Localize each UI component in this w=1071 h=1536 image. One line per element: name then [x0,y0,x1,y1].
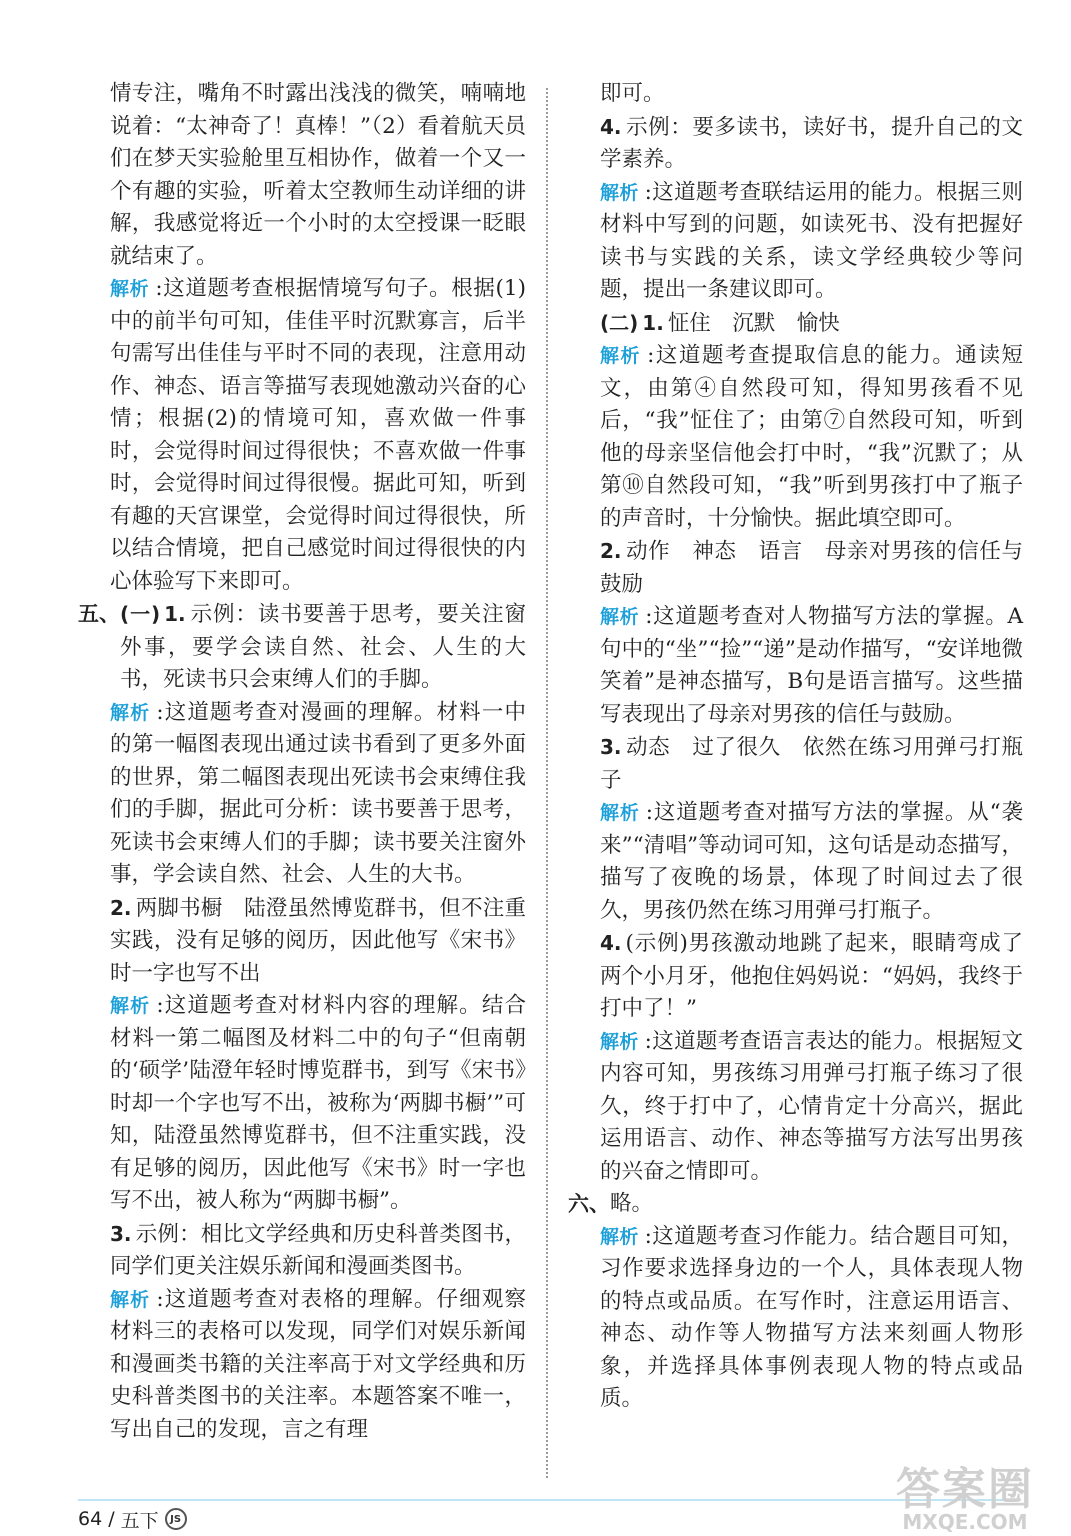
analysis-label: 解析 [110,995,151,1017]
question-number: 4. [600,114,622,139]
section-label: 五、 [78,602,120,626]
answer-continuation: 即可。 [600,81,665,106]
analysis-block [78,1284,526,1447]
right-column [568,78,1023,1416]
question-5-3 [78,1218,526,1284]
analysis-text: :这道题考查语言表达的能力。根据短文内容可知，男孩练习用弹弓打瓶子练习了很久，终于打中了，心情肯定十分高兴，据此运用语言、动作、神态等描写方法写出男孩的兴奋之情即可。 [600,1028,1023,1184]
section-label: 六、 [568,1192,610,1216]
analysis-label: 解析 [110,701,151,724]
answer-text: 动作 神态 语言 母亲对男孩的信任与鼓励 [600,539,1023,597]
analysis-block [568,1221,1023,1416]
answer-continuation: 情专注，嘴角不时露出浅浅的微笑，喃喃地说着：“太神奇了！真棒！”（2）看着航天员们在梦天实验舱里互相协作，做着一个又一个有趣的实验，听着太空教师生动详细的讲解，我感觉将近一个小时的太空授课一眨眼就结束了。 [110,81,526,269]
analysis-text: :这道题考查对漫画的理解。材料一中的第一幅图表现出通过读书看到了更多外面的世界，第二幅图表现出死读书会束缚住我们的手脚，据此可分析：读书要善于思考，死读书会束缚人们的手脚；读书要关注窗外事，学会读自然、社会、人生的大书。 [110,699,526,887]
question-number: 2. [110,895,132,920]
analysis-text: :这道题考查联结运用的能力。根据三则材料中写到的问题，如读死书、没有把握好读书与实践的关系，读文学经典较少等问题，提出一条建议即可。 [600,179,1023,302]
analysis-block [78,990,526,1218]
question-2-3 [568,731,1023,797]
left-column [78,78,526,1446]
question-number: 2. [600,539,622,563]
question-6 [568,1188,1023,1221]
analysis-label: 解析 [110,278,150,300]
analysis-label: 解析 [600,802,640,824]
analysis-text: :这道题考查对描写方法的掌握。从“袭来”“清唱”等动词可知，这句话是动态描写，描写了夜晚的场景，体现了时间过去了很久，男孩仍然在练习用弹弓打瓶子。 [600,800,1023,923]
analysis-block [568,340,1023,535]
answer-text: 两脚书橱 陆澄虽然博览群书，但不注重实践，没有足够的阅历，因此他写《宋书》时一字也写不出 [110,895,526,986]
question-number: 4. [600,931,622,955]
watermark-url: MXQE.COM [902,1510,1028,1534]
analysis-label: 解析 [600,1225,639,1248]
analysis-text: :这道题考查对材料内容的理解。结合材料一第二幅图及材料二中的句子“但南朝的‘硕学’陆澄年轻时博览群书，到写《宋书》时却一个字也写不出，被称为‘两脚书橱’”可知，陆澄虽然博览群书，但不注重实践，没有足够的阅历，因此他写《宋书》时一字也写不出，被人称为“两脚书橱”。 [110,993,526,1213]
edition-badge: JS [165,1508,187,1530]
analysis-label: 解析 [600,606,640,628]
question-4 [568,111,1023,177]
question-2-2 [568,535,1023,601]
analysis-label: 解析 [600,1030,639,1053]
page-number: 64 [78,1508,103,1530]
question-number: 1. [164,602,186,626]
analysis-text: :这道题考查提取信息的能力。通读短文，由第④自然段可知，得知男孩看不见后，“我”怔住了；由第⑦自然段可知，听到他的母亲坚信他会打中时，“我”沉默了；从第⑩自然段可知，“我”听到男孩打中了瓶子的声音时，十分愉快。据此填空即可。 [600,343,1023,531]
analysis-block [568,797,1023,927]
answer-text: 示例：读书要善于思考，要关注窗外事，要学会读自然、社会、人生的大书，死读书只会束缚人们的手脚。 [120,602,526,692]
analysis-label: 解析 [600,181,639,204]
question-number: 3. [110,1221,132,1246]
answer-text: 动态 过了很久 依然在练习用弹弓打瓶子 [600,735,1023,793]
analysis-block [568,1026,1023,1189]
analysis-block [78,273,526,598]
question-2-4 [568,927,1023,1026]
question-number: 3. [600,735,622,759]
question-5-1 [78,598,526,697]
analysis-text: :这道题考查根据情境写句子。根据(1)中的前半句可知，佳佳平时沉默寡言，后半句需写出佳佳与平时不同的表现，注意用动作、神态、语言等描写表现她激动兴奋的心情；根据(2)的情境可知，喜欢做一件事时，会觉得时间过得很快；不喜欢做一件事时，会觉得时间过得很慢。据此可知，听到有趣的天宫课堂，会觉得时间过得很快，所以结合情境，把自己感觉时间过得很快的内心体验写下来即可。 [110,276,526,594]
footer-rule [78,1499,1008,1501]
answer-text: (示例)男孩激动地跳了起来，眼睛弯成了两个小月牙，他抱住妈妈说：“妈妈，我终于打中了！” [600,931,1023,1021]
analysis-label: 解析 [110,1288,151,1311]
analysis-text: :这道题考查对人物描写方法的掌握。A句中的“坐”“捡”“递”是动作描写，“安详地微笑着”是神态描写，B句是语言描写。这些描写表现出了母亲对男孩的信任与鼓励。 [600,604,1023,727]
grade-label: 五下 [120,1509,159,1532]
watermark-logo [870,1464,1060,1534]
watermark-title: 答案圈 [896,1464,1034,1515]
analysis-block [568,177,1023,307]
analysis-text: :这道题考查习作能力。结合题目可知，习作要求选择身边的一个人，具体表现人物的特点或品质。在写作时，注意运用语言、神态、动作等人物描写方法来刻画人物形象，并选择具体事例表现人物的特点或品质。 [600,1223,1023,1411]
analysis-block [78,697,526,892]
analysis-label: 解析 [600,345,642,367]
answer-text: 示例：要多读书，读好书，提升自己的文学素养。 [600,114,1023,172]
sub-label: (一) [120,602,161,626]
footer-separator: / [108,1508,115,1530]
question-number: 1. [642,310,664,335]
question-2-1 [568,307,1023,341]
analysis-text: :这道题考查对表格的理解。仔细观察材料三的表格可以发现，同学们对娱乐新闻和漫画类书籍的关注率高于对文学经典和历史科普类图书的关注率。本题答案不唯一，写出自己的发现，言之有理 [110,1286,526,1442]
page-footer [78,1507,187,1531]
column-divider [546,88,548,1478]
analysis-block [568,601,1023,731]
question-5-2 [78,892,526,991]
answer-text: 示例：相比文学经典和历史科普类图书，同学们更关注娱乐新闻和漫画类图书。 [110,1221,526,1279]
answer-text: 怔住 沉默 愉快 [667,310,840,336]
answer-text: 略。 [610,1191,654,1216]
sub-label: (二) [600,310,639,335]
